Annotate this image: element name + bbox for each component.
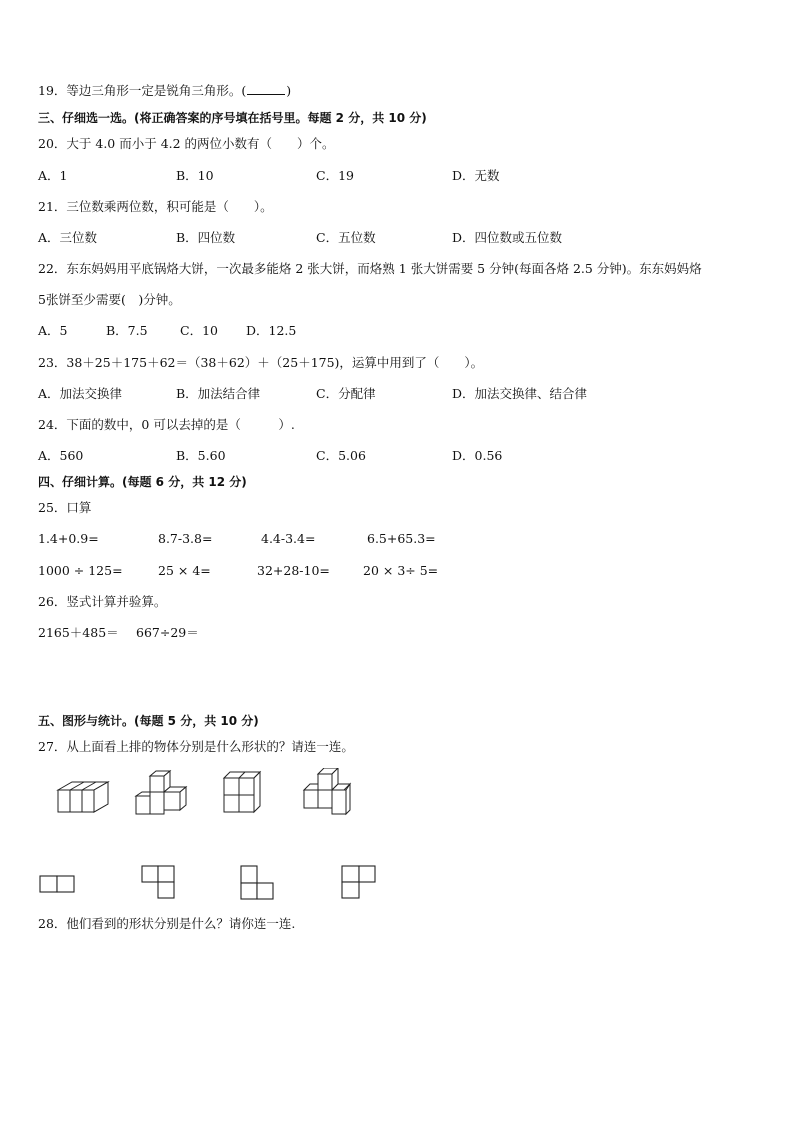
oral-calc-item: 8.7-3.8=	[158, 531, 213, 546]
q24-option-a[interactable]: A．560	[38, 448, 84, 463]
oral-calc-item: 6.5+65.3=	[367, 531, 436, 546]
question-21: 21．三位数乘两位数，积可能是（ ）。	[38, 199, 273, 214]
question-25: 25．口算	[38, 500, 92, 515]
cube-stacks-row	[50, 768, 370, 820]
cube-stack-1[interactable]	[58, 782, 108, 812]
q21-option-d[interactable]: D．四位数或五位数	[452, 230, 563, 245]
cube-stack-2[interactable]	[136, 771, 186, 814]
top-view-shape-2[interactable]	[142, 866, 174, 898]
q23-option-a[interactable]: A．加法交换律	[38, 386, 123, 401]
q23-option-b[interactable]: B．加法结合律	[176, 386, 261, 401]
q24-option-c[interactable]: C．5.06	[316, 448, 366, 463]
vertical-calc-item: 2165＋485＝	[38, 625, 119, 640]
top-view-shape-4[interactable]	[342, 866, 375, 898]
question-22-line-2: 5张饼至少需要( )分钟。	[38, 292, 181, 307]
question-19-close: )	[286, 83, 292, 98]
q23-option-c[interactable]: C．分配律	[316, 386, 376, 401]
q22-option-d[interactable]: D．12.5	[246, 323, 297, 338]
oral-calc-item: 32+28-10=	[257, 563, 330, 578]
cube-stack-3[interactable]	[224, 772, 260, 812]
oral-calc-item: 4.4-3.4=	[261, 531, 316, 546]
oral-calc-item: 1.4+0.9=	[38, 531, 99, 546]
q22-option-a[interactable]: A．5	[38, 323, 68, 338]
cube-stack-4[interactable]	[304, 768, 350, 814]
q21-option-a[interactable]: A．三位数	[38, 230, 98, 245]
q24-option-d[interactable]: D．0.56	[452, 448, 503, 463]
q21-option-b[interactable]: B．四位数	[176, 230, 236, 245]
q24-option-b[interactable]: B．5.60	[176, 448, 226, 463]
q20-option-a[interactable]: A．1	[38, 168, 68, 183]
q23-option-d[interactable]: D．加法交换律、结合律	[452, 386, 588, 401]
answer-blank[interactable]	[247, 83, 285, 95]
oral-calc-item: 25 × 4=	[158, 563, 211, 578]
question-27: 27．从上面看上排的物体分别是什么形状的？请连一连。	[38, 739, 354, 754]
question-19-text: 19．等边三角形一定是锐角三角形。(	[38, 83, 247, 98]
q22-option-c[interactable]: C．10	[180, 323, 218, 338]
q20-option-c[interactable]: C．19	[316, 168, 354, 183]
section-4-heading: 四、仔细计算。(每题 6 分，共 12 分)	[38, 475, 247, 489]
question-23: 23．38＋25＋175＋62＝（38＋62）＋（25＋175)，运算中用到了（ ）。	[38, 355, 484, 370]
question-28: 28．他们看到的形状分别是什么？请你连一连.	[38, 916, 296, 931]
q22-option-b[interactable]: B．7.5	[106, 323, 148, 338]
question-22-line-1: 22．东东妈妈用平底锅烙大饼，一次最多能烙 2 张大饼，而烙熟 1 张大饼需要 5 分钟(每面各烙 2.5 分钟)。东东妈妈烙	[38, 261, 702, 276]
question-26: 26．竖式计算并验算。	[38, 594, 167, 609]
section-5-heading: 五、图形与统计。(每题 5 分，共 10 分)	[38, 714, 259, 728]
question-20: 20．大于 4.0 而小于 4.2 的两位小数有（ ）个。	[38, 136, 335, 151]
section-3-heading: 三、仔细选一选。(将正确答案的序号填在括号里。每题 2 分，共 10 分)	[38, 111, 427, 125]
q21-option-c[interactable]: C．五位数	[316, 230, 376, 245]
question-24: 24．下面的数中，0 可以去掉的是（ ）.	[38, 417, 295, 432]
q20-option-b[interactable]: B．10	[176, 168, 214, 183]
oral-calc-item: 20 × 3÷ 5=	[363, 563, 439, 578]
top-view-shapes-row	[38, 862, 388, 904]
top-view-shape-3[interactable]	[241, 866, 273, 899]
vertical-calc-item: 667÷29＝	[136, 625, 199, 640]
oral-calc-item: 1000 ÷ 125=	[38, 563, 123, 578]
top-view-shape-1[interactable]	[40, 876, 74, 892]
q20-option-d[interactable]: D．无数	[452, 168, 500, 183]
question-19	[38, 83, 291, 99]
